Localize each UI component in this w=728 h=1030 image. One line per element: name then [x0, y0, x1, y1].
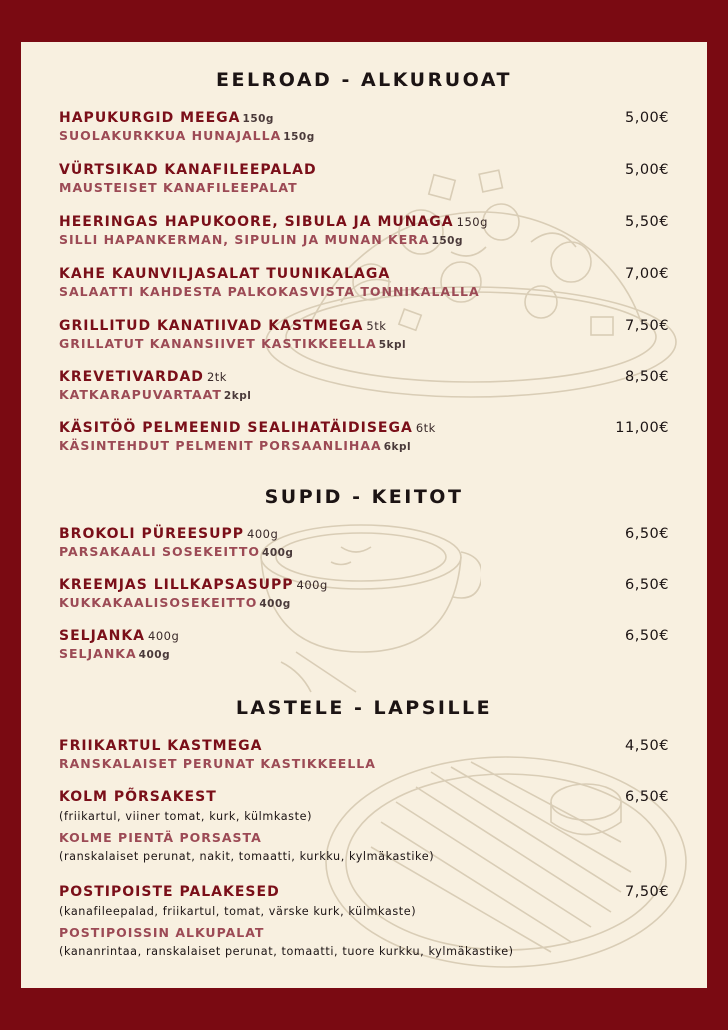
item-name: POSTIPOISTE PALAKESED — [59, 884, 280, 900]
item-sub: GRILLATUT KANANSIIVET KASTIKKEELLA — [59, 336, 377, 351]
item-sub: KÄSINTEHDUT PELMENIT PORSAANLIHAA — [59, 438, 382, 453]
item-price: 11,00€ — [615, 420, 669, 436]
item-qty: 400g — [296, 578, 328, 592]
item-price: 4,50€ — [624, 738, 669, 754]
item-name: GRILLITUD KANATIIVAD KASTMEGA — [59, 318, 364, 334]
item-sub: SILLI HAPANKERMAN, SIPULIN JA MUNAN KERA — [59, 232, 430, 247]
item-sub-description: (ranskalaiset perunat, nakit, tomaatti, kurkku, kylmäkastike) — [59, 850, 435, 863]
item-sub: SUOLAKURKKUA HUNAJALLA — [59, 128, 282, 143]
item-qty: 5tk — [366, 319, 387, 333]
menu-item — [59, 420, 669, 453]
item-sub: KOLME PIENTÄ PORSASTA — [59, 830, 262, 845]
item-price: 8,50€ — [624, 369, 669, 385]
item-name: KREEMJAS LILLKAPSASUPP — [59, 577, 294, 593]
menu-item — [59, 214, 669, 247]
item-description: (friikartul, viiner tomat, kurk, külmkaste) — [59, 810, 313, 823]
menu-item — [59, 738, 669, 771]
section-title-starters: EELROAD - ALKURUOAT — [216, 69, 512, 91]
item-name: KÄSITÖÖ PELMEENID SEALIHATÄIDISEGA — [59, 420, 413, 436]
item-name: KOLM PÕRSAKEST — [59, 789, 217, 805]
item-sub-qty: 6kpl — [383, 441, 412, 453]
item-sub: POSTIPOISSIN ALKUPALAT — [59, 925, 265, 940]
item-name: SELJANKA — [59, 628, 146, 644]
item-price: 5,50€ — [624, 214, 669, 230]
menu-item — [59, 266, 669, 299]
item-name: KAHE KAUNVILJASALAT TUUNIKALAGA — [59, 266, 391, 282]
item-sub: KATKARAPUVARTAAT — [59, 387, 222, 402]
item-qty: 150g — [456, 215, 488, 229]
item-qty: 400g — [148, 629, 180, 643]
item-price: 6,50€ — [624, 789, 669, 805]
item-sub-description: (kananrintaa, ranskalaiset perunat, tomaatti, tuore kurkku, kylmäkastike) — [59, 945, 514, 958]
item-sub-qty: 400g — [138, 649, 171, 661]
item-name: KREVETIVARDAD — [59, 369, 204, 385]
item-price: 6,50€ — [624, 577, 669, 593]
menu-item — [59, 318, 669, 351]
menu-item — [59, 526, 669, 559]
item-sub-qty: 400g — [259, 598, 291, 610]
item-qty: 150g — [242, 113, 274, 125]
item-price: 7,50€ — [624, 318, 669, 334]
section-title-kids: LASTELE - LAPSILLE — [235, 697, 493, 719]
menu-page — [21, 42, 707, 988]
item-sub-qty: 5kpl — [378, 339, 407, 351]
item-qty: 6tk — [415, 421, 436, 435]
item-sub: SALAATTI KAHDESTA PALKOKASVISTA TONNIKALALLA — [59, 284, 480, 299]
menu-item — [59, 369, 669, 402]
item-price: 5,00€ — [624, 162, 669, 178]
menu-item — [59, 162, 669, 195]
item-sub-qty: 400g — [262, 547, 294, 559]
menu-item — [59, 577, 669, 610]
item-sub-qty: 150g — [431, 235, 463, 247]
item-price: 6,50€ — [624, 628, 669, 644]
menu-item — [59, 884, 669, 958]
item-name: HAPUKURGID MEEGA — [59, 110, 241, 126]
item-price: 6,50€ — [624, 526, 669, 542]
item-sub: MAUSTEISET KANAFILEEPALAT — [59, 180, 298, 195]
item-price: 7,00€ — [624, 266, 669, 282]
item-name: HEERINGAS HAPUKOORE, SIBULA JA MUNAGA — [59, 214, 454, 230]
item-sub-qty: 150g — [283, 131, 315, 143]
item-qty: 400g — [247, 527, 279, 541]
item-sub: RANSKALAISET PERUNAT KASTIKKEELLA — [59, 756, 376, 771]
item-price: 7,50€ — [624, 884, 669, 900]
menu-item — [59, 110, 669, 143]
item-name: FRIIKARTUL KASTMEGA — [59, 738, 263, 754]
item-sub: PARSAKAALI SOSEKEITTO — [59, 544, 261, 559]
menu-item — [59, 628, 669, 661]
section-title-soups: SUPID - KEITOT — [264, 486, 464, 508]
item-sub: KUKKAKAALISOSEKEITTO — [59, 595, 258, 610]
item-sub: SELJANKA — [59, 646, 137, 661]
menu-item — [59, 789, 669, 863]
item-sub-qty: 2kpl — [223, 390, 252, 402]
item-price: 5,00€ — [624, 110, 669, 126]
item-name: BROKOLI PÜREESUPP — [59, 526, 244, 542]
item-qty: 2tk — [206, 370, 227, 384]
item-name: VÜRTSIKAD KANAFILEEPALAD — [59, 162, 317, 178]
item-description: (kanafileepalad, friikartul, tomat, värske kurk, külmkaste) — [59, 905, 417, 918]
